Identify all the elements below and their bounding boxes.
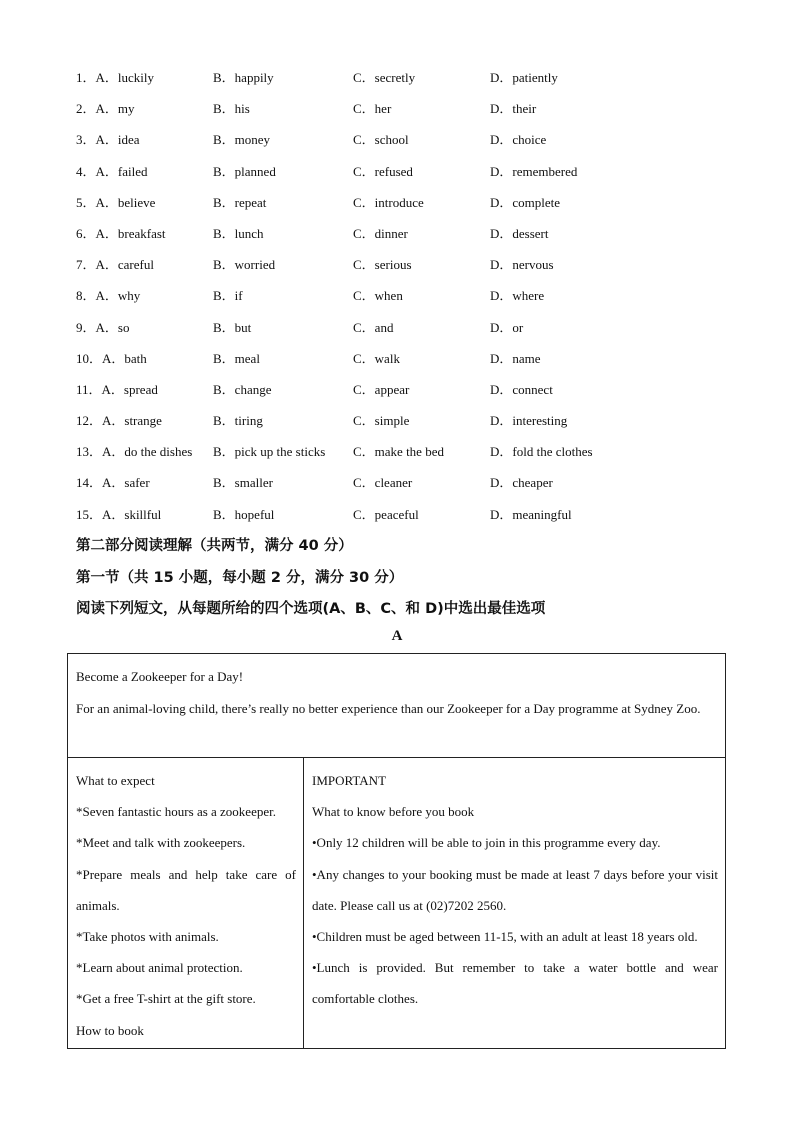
option-c[interactable]: C．peaceful <box>353 506 419 522</box>
right-line: What to know before you book <box>312 804 475 820</box>
option-b[interactable]: B．meal <box>213 350 260 366</box>
option-d[interactable]: D．fold the clothes <box>490 444 593 460</box>
option-b[interactable]: B．repeat <box>213 194 267 210</box>
option-c[interactable]: C．introduce <box>353 194 424 210</box>
option-c[interactable]: C．make the bed <box>353 444 444 460</box>
option-c[interactable]: C．simple <box>353 413 410 429</box>
option-b[interactable]: B．smaller <box>213 475 273 491</box>
option-a[interactable]: 1．A．luckily <box>76 70 154 85</box>
reading-instruction: 阅读下列短文，从每题所给的四个选项(A、B、C、和 D)中选出最佳选项 <box>76 601 546 617</box>
question-row <box>76 343 716 374</box>
question-row <box>76 124 716 155</box>
right-line: •Any changes to your booking must be made at least 7 days before your visit date. Please call us at (02)7202 2560. <box>312 866 718 913</box>
option-a[interactable]: 7．A．careful <box>76 257 154 273</box>
what-to-expect-cell <box>68 758 304 1048</box>
option-c[interactable]: C．school <box>353 132 409 148</box>
ad-title: Become a Zookeeper for a Day! <box>76 669 244 684</box>
option-a[interactable]: 15．A．skillful <box>76 506 162 522</box>
option-d[interactable]: D．complete <box>490 194 561 210</box>
option-a[interactable]: 13．A．do the dishes <box>76 444 193 460</box>
option-b[interactable]: B．if <box>213 288 243 304</box>
question-row <box>76 467 716 498</box>
option-a[interactable]: 6．A．breakfast <box>76 225 166 241</box>
question-row <box>76 312 716 343</box>
option-a[interactable]: 10．A．bath <box>76 350 147 366</box>
right-line: IMPORTANT <box>312 773 387 788</box>
question-row <box>76 405 716 436</box>
option-b[interactable]: B．hopeful <box>213 506 275 522</box>
question-row <box>76 93 716 124</box>
left-line: *Get a free T-shirt at the gift store. <box>76 991 256 1007</box>
option-a[interactable]: 12．A．strange <box>76 413 162 429</box>
ad-header-cell <box>68 654 725 758</box>
question-row <box>76 156 716 187</box>
left-line: *Take photos with animals. <box>76 929 219 945</box>
option-b[interactable]: B．money <box>213 132 271 148</box>
option-d[interactable]: D．name <box>490 350 541 366</box>
question-row <box>76 249 716 280</box>
important-cell <box>304 758 725 1048</box>
option-b[interactable]: B．pick up the sticks <box>213 444 326 460</box>
option-a[interactable]: 4．A．failed <box>76 163 148 179</box>
question-row <box>76 218 716 249</box>
option-d[interactable]: D．remembered <box>490 163 578 179</box>
option-c[interactable]: C．dinner <box>353 225 408 241</box>
option-a[interactable]: 14．A．safer <box>76 475 150 491</box>
option-d[interactable]: D．choice <box>490 132 547 148</box>
option-c[interactable]: C．appear <box>353 381 410 397</box>
left-line: How to book <box>76 1022 144 1038</box>
right-line: •Children must be aged between 11-15, with an adult at least 18 years old. <box>312 929 698 945</box>
option-d[interactable]: D．connect <box>490 381 553 397</box>
option-a[interactable]: 2．A．my <box>76 101 135 117</box>
option-c[interactable]: C．cleaner <box>353 475 413 491</box>
option-d[interactable]: D．where <box>490 288 545 304</box>
option-a[interactable]: 3．A．idea <box>76 132 140 148</box>
option-c[interactable]: C．and <box>353 319 394 335</box>
option-c[interactable]: C．refused <box>353 163 413 179</box>
option-b[interactable]: B．happily <box>213 70 274 85</box>
option-b[interactable]: B．his <box>213 101 250 117</box>
option-d[interactable]: D．nervous <box>490 257 554 273</box>
option-c[interactable]: C．when <box>353 288 403 304</box>
left-line: *Prepare meals and help take care of animals. <box>76 866 296 913</box>
option-d[interactable]: D．or <box>490 319 524 335</box>
zookeeper-ad-table <box>67 653 726 1049</box>
passage-letter: A <box>391 628 403 644</box>
question-row <box>76 374 716 405</box>
option-d[interactable]: D．cheaper <box>490 475 553 491</box>
option-d[interactable]: D．patiently <box>490 70 558 85</box>
left-line: *Learn about animal protection. <box>76 960 243 976</box>
part-two-heading: 第二部分阅读理解（共两节，满分 40 分） <box>76 538 353 554</box>
option-a[interactable]: 5．A．believe <box>76 194 156 210</box>
right-line: •Lunch is provided. But remember to take a water bottle and wear comfortable clothes. <box>312 960 718 1007</box>
right-line: •Only 12 children will be able to join in this programme every day. <box>312 835 661 851</box>
left-line: *Meet and talk with zookeepers. <box>76 835 246 851</box>
question-row <box>76 436 716 467</box>
option-b[interactable]: B．change <box>213 381 272 397</box>
option-d[interactable]: D．dessert <box>490 225 549 241</box>
option-c[interactable]: C．secretly <box>353 70 416 85</box>
option-b[interactable]: B．tiring <box>213 413 263 429</box>
option-c[interactable]: C．her <box>353 101 392 117</box>
option-d[interactable]: D．their <box>490 101 537 117</box>
option-b[interactable]: B．lunch <box>213 225 264 241</box>
option-c[interactable]: C．walk <box>353 350 400 366</box>
ad-intro: For an animal-loving child, there’s really no better experience than our Zookeeper for a Day programme at Sydney Zoo. <box>76 700 701 716</box>
answer-options-list <box>76 62 716 530</box>
option-a[interactable]: 8．A．why <box>76 288 141 304</box>
left-line: *Seven fantastic hours as a zookeeper. <box>76 804 276 820</box>
option-a[interactable]: 11．A．spread <box>76 381 158 397</box>
option-b[interactable]: B．but <box>213 319 252 335</box>
option-b[interactable]: B．worried <box>213 257 276 273</box>
option-c[interactable]: C．serious <box>353 257 412 273</box>
left-line: What to expect <box>76 773 155 788</box>
option-a[interactable]: 9．A．so <box>76 319 130 335</box>
question-row <box>76 280 716 311</box>
option-d[interactable]: D．meaningful <box>490 506 572 522</box>
option-b[interactable]: B．planned <box>213 163 276 179</box>
question-row <box>76 499 716 530</box>
option-d[interactable]: D．interesting <box>490 413 568 429</box>
question-row <box>76 62 716 93</box>
question-row <box>76 187 716 218</box>
section-one-heading: 第一节（共 15 小题，每小题 2 分，满分 30 分） <box>76 570 404 586</box>
